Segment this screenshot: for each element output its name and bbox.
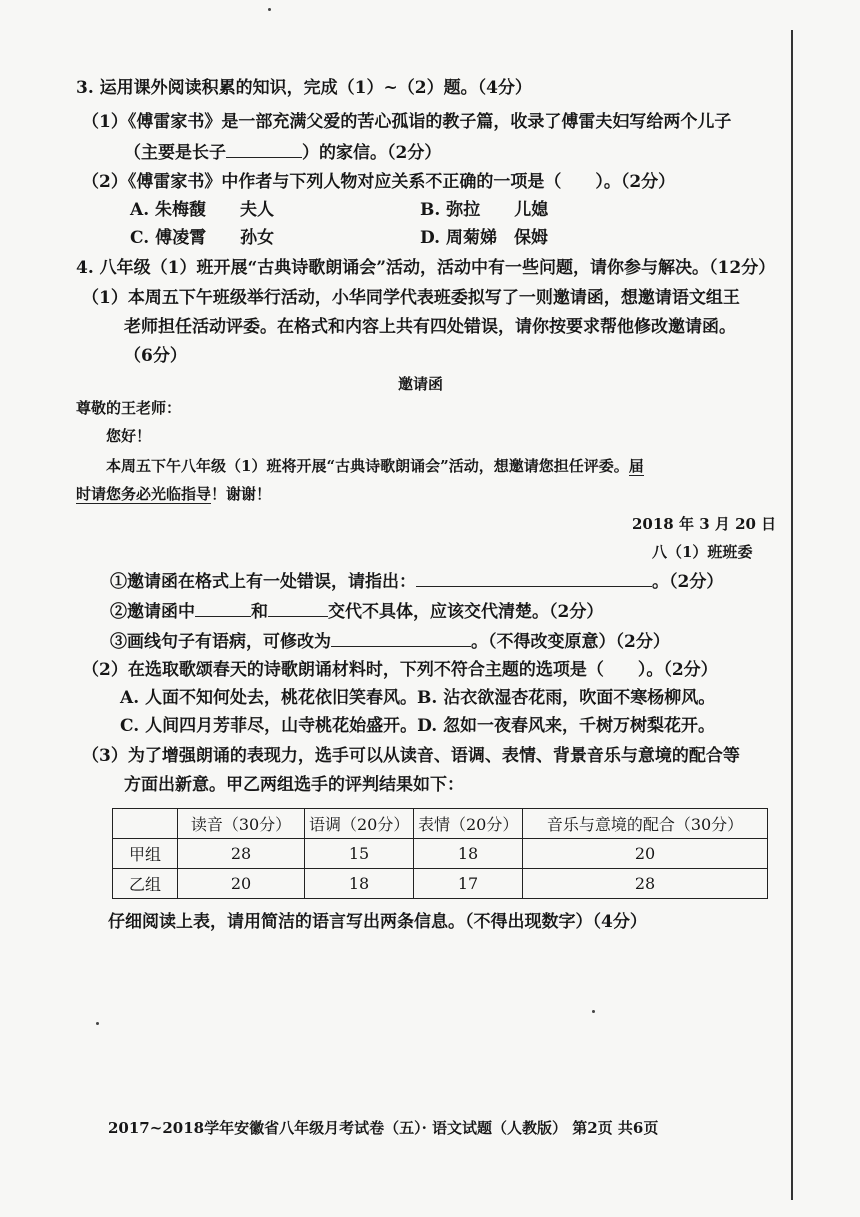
question-3-title: 3. 运用课外阅读积累的知识，完成（1）~（2）题。（4分） <box>76 78 532 98</box>
table-header-row <box>113 809 768 839</box>
table-header-cell: 读音（30分） <box>178 809 305 839</box>
question-3-2-text: （2）《傅雷家书》中作者与下列人物对应关系不正确的一项是（ ）。（2分） <box>82 172 676 192</box>
answer-blank-missing-1[interactable] <box>195 598 251 617</box>
scan-speck <box>96 1022 99 1025</box>
answer-blank-format-error[interactable] <box>416 568 652 587</box>
table-row <box>113 869 768 899</box>
question-4-2-text: （2）在选取歌颂春天的诗歌朗诵材料时，下列不符合主题的选项是（ ）。（2分） <box>82 660 718 680</box>
table-cell: 20 <box>178 869 305 899</box>
letter-underlined-sentence-start: 届 <box>628 457 644 475</box>
page-border-line <box>791 30 793 1200</box>
letter-salutation: 尊敬的王老师： <box>76 399 182 417</box>
letter-body-thanks: ！谢谢！ <box>211 485 272 503</box>
letter-underlined-sentence: 时请您务必光临指导 <box>76 485 212 503</box>
sub-question-3-text: ③画线句子有语病，可修改为 <box>110 632 331 652</box>
question-4-3-text-cont: 方面出新意。甲乙两组选手的评判结果如下： <box>124 775 464 795</box>
scan-speck <box>268 8 271 11</box>
option-c[interactable]: C. 傅凌霄 孙女 <box>130 228 275 248</box>
letter-date: 2018 年 3 月 20 日 <box>632 515 777 533</box>
sub-question-1-points: 。（2分） <box>652 572 724 592</box>
letter-body-text: 本周五下午八年级（1）班将开展“古典诗歌朗诵会”活动，想邀请您担任评委。 <box>106 457 629 475</box>
question-3-1-pre: （主要是长子 <box>124 143 226 163</box>
table-cell-group: 乙组 <box>113 869 178 899</box>
answer-blank-eldest-son[interactable] <box>226 139 302 158</box>
letter-body-line-1 <box>106 454 644 478</box>
page-footer: 2017~2018学年安徽省八年级月考试卷（五）· 语文试题（人教版） 第2页 共6页 <box>108 1119 659 1137</box>
sub-question-1 <box>110 568 723 594</box>
letter-heading: 邀请函 <box>398 375 444 393</box>
sub-question-3 <box>110 628 670 654</box>
table-cell: 15 <box>305 839 414 869</box>
option-a[interactable]: A. 朱梅馥 夫人 <box>130 200 275 220</box>
letter-body-line-2 <box>76 482 271 506</box>
table-row <box>113 839 768 869</box>
question-4-1-text: （1）本周五下午班级举行活动，小华同学代表班委拟写了一则邀请函，想邀请语文组王 <box>82 288 740 308</box>
table-header-cell <box>113 809 178 839</box>
question-3-1-post: ）的家信。（2分） <box>302 143 442 163</box>
question-4-title: 4. 八年级（1）班开展“古典诗歌朗诵会”活动，活动中有一些问题，请你参与解决。（12分） <box>76 258 776 278</box>
table-cell: 28 <box>523 869 768 899</box>
score-table <box>112 808 768 899</box>
table-header-cell: 语调（20分） <box>305 809 414 839</box>
option-b[interactable]: B. 弥拉 儿媳 <box>420 200 549 220</box>
table-cell-group: 甲组 <box>113 839 178 869</box>
scan-speck <box>592 1010 595 1013</box>
question-3-1-text-cont <box>124 139 441 165</box>
table-cell: 20 <box>523 839 768 869</box>
answer-blank-correction[interactable] <box>331 628 471 647</box>
table-cell: 18 <box>305 869 414 899</box>
sub-question-1-text: ①邀请函在格式上有一处错误，请指出： <box>110 572 416 592</box>
table-cell: 17 <box>414 869 523 899</box>
letter-signer: 八（1）班班委 <box>652 543 753 561</box>
sub-question-3-points: 。（不得改变原意）（2分） <box>471 632 670 652</box>
sub-question-2-text: ②邀请函中 <box>110 602 195 622</box>
table-header-cell: 表情（20分） <box>414 809 523 839</box>
sub-question-2 <box>110 598 603 624</box>
question-4-1-points: （6分） <box>124 346 187 366</box>
question-4-1-text-cont: 老师担任活动评委。在格式和内容上共有四处错误，请你按要求帮他修改邀请函。 <box>124 317 736 337</box>
table-cell: 18 <box>414 839 523 869</box>
sub-question-2-points: 交代不具体，应该交代清楚。（2分） <box>328 602 604 622</box>
question-4-3-text: （3）为了增强朗诵的表现力，选手可以从读音、语调、表情、背景音乐与意境的配合等 <box>82 746 740 766</box>
question-4-2-options-cd[interactable]: C. 人间四月芳菲尽，山寺桃花始盛开。D. 忽如一夜春风来，千树万树梨花开。 <box>120 716 716 736</box>
question-3-1-text: （1）《傅雷家书》是一部充满父爱的苦心孤诣的教子篇，收录了傅雷夫妇写给两个儿子 <box>82 112 732 132</box>
answer-blank-missing-2[interactable] <box>268 598 328 617</box>
question-4-2-options-ab[interactable]: A. 人面不知何处去，桃花依旧笑春风。B. 沾衣欲湿杏花雨，吹面不寒杨柳风。 <box>120 688 716 708</box>
question-4-3-task: 仔细阅读上表，请用简洁的语言写出两条信息。（不得出现数字）（4分） <box>108 912 647 932</box>
option-d[interactable]: D. 周菊娣 保姆 <box>420 228 548 248</box>
table-header-cell: 音乐与意境的配合（30分） <box>523 809 768 839</box>
table-cell: 28 <box>178 839 305 869</box>
letter-greeting: 您好！ <box>106 427 152 445</box>
sub-question-2-and: 和 <box>251 602 268 622</box>
